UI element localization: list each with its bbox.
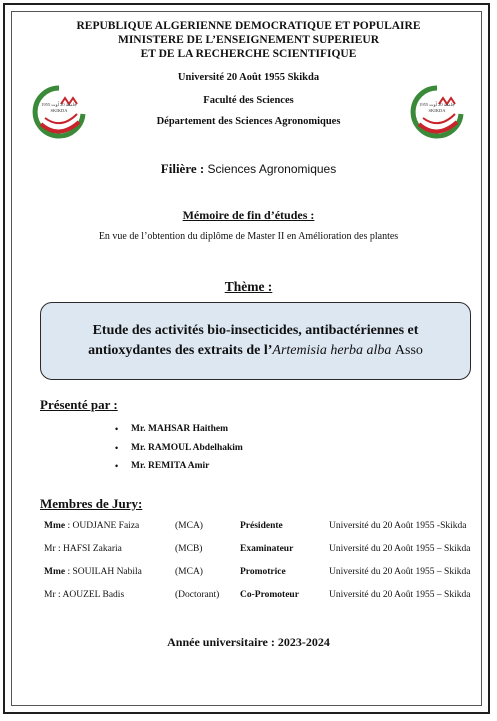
theme-species: Artemisia herba alba [272,343,392,358]
jury-role: Présidente [240,521,283,531]
university-name: Université 20 Août 1955 Skikda [177,72,320,83]
svg-text:SKIKDA: SKIKDA [428,108,446,113]
jury-member: Mme : SOUILAH Nabila [44,567,142,577]
jury-grade: (MCA) [175,521,203,531]
students-list [115,420,243,476]
theme-label: Thème : [224,279,273,294]
jury-member: Mr : HAFSI Zakaria [44,544,122,554]
presente-par-label: Présenté par : [40,397,118,412]
theme-box [40,302,471,380]
jury-role: Co-Promoteur [240,590,299,600]
republic-header [0,19,497,61]
filiere-label: Filière : [160,161,205,176]
student-item: • Mr. RAMOUL Abdelhakim [115,439,243,458]
theme-author: Asso [394,343,423,358]
theme-text [65,321,446,361]
jury-role: Promotrice [240,567,286,577]
header-line-2: MINISTERE DE L’ENSEIGNEMENT SUPERIEUR [117,34,380,46]
jury-member: Mr : AOUZEL Badis [44,590,125,600]
jury-label: Membres de Jury: [40,496,143,511]
theme-text-main: Etude des activités bio-insecticides, antibactériennes et antioxydantes des extraits de l’ [88,323,419,358]
jury-affiliation: Université du 20 Août 1955 -Skikda [329,521,467,531]
svg-text:جامعة 20 أوت 1955: جامعة 20 أوت 1955 [419,102,455,107]
svg-text:SKIKDA: SKIKDA [50,108,68,113]
memoire-subtitle: En vue de l’obtention du diplôme de Master II en Amélioration des plantes [98,231,399,242]
student-item: • Mr. MAHSAR Haithem [115,420,243,439]
header-line-3: ET DE LA RECHERCHE SCIENTIFIQUE [140,48,357,60]
jury-affiliation: Université du 20 Août 1955 – Skikda [329,567,471,577]
student-item: • Mr. REMITA Amir [115,457,243,476]
filiere-line [0,161,497,177]
jury-grade: (MCB) [175,544,203,554]
header-line-1: REPUBLIQUE ALGERIENNE DEMOCRATIQUE ET POPULAIRE [76,20,421,32]
jury-affiliation: Université du 20 Août 1955 – Skikda [329,544,471,554]
jury-grade: (MCA) [175,567,203,577]
jury-role: Examinateur [240,544,294,554]
svg-text:جامعة 20 أوت 1955: جامعة 20 أوت 1955 [41,102,77,107]
academic-year: Année universitaire : 2023-2024 [167,635,330,649]
university-logo-right [409,84,465,142]
department-name: Département des Sciences Agronomiques [156,116,341,127]
memoire-title: Mémoire de fin d’études : [182,208,315,222]
filiere-value: Sciences Agronomiques [207,162,337,176]
jury-grade: (Doctorant) [175,590,220,600]
faculty-name: Faculté des Sciences [203,95,294,106]
jury-member: Mme : OUDJANE Faiza [44,521,140,531]
university-logo-left [31,84,87,142]
jury-affiliation: Université du 20 Août 1955 – Skikda [329,590,471,600]
